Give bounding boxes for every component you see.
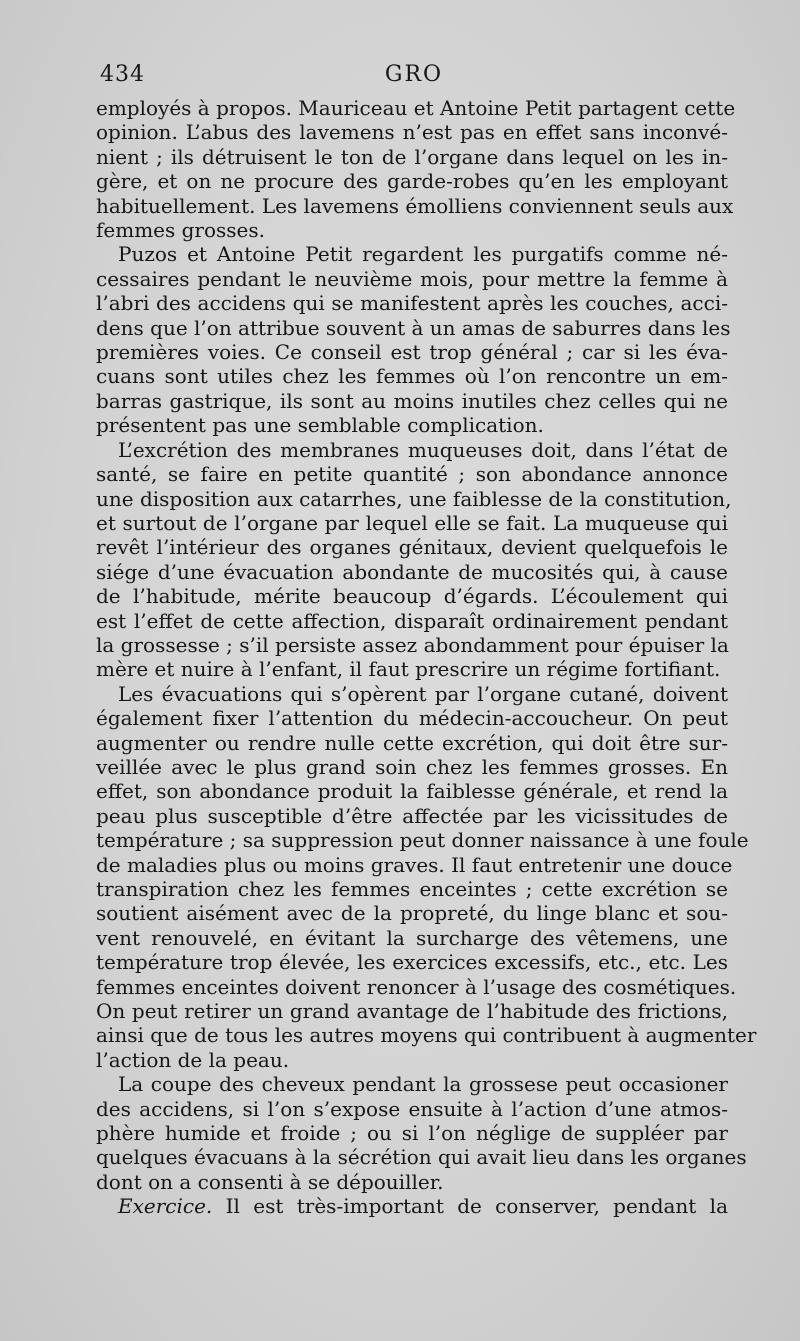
- text-line: dont on a consenti à se dépouiller.: [96, 1169, 444, 1194]
- text-line: l’action de la peau.: [96, 1047, 290, 1072]
- text-line: de maladies plus ou moins graves. Il faut entretenir une douce: [96, 852, 733, 877]
- text-line: une disposition aux catarrhes, une faiblesse de la constitution,: [96, 486, 732, 511]
- text-line: des accidens, si l’on s’expose ensuite à l’action d’une atmos-: [96, 1096, 728, 1121]
- text-line: peau plus susceptible d’être affectée par les vicissitudes de: [96, 803, 728, 828]
- text-line: température trop élevée, les exercices excessifs, etc., etc. Les: [96, 950, 728, 975]
- text-line: ainsi que de tous les autres moyens qui contribuent à augmenter: [96, 1023, 757, 1048]
- paragraph: [96, 96, 736, 243]
- text-line: dens que l’on attribue souvent à un amas de saburres dans les: [96, 315, 731, 340]
- text-line: On peut retirer un grand avantage de l’habitude des frictions,: [96, 999, 728, 1024]
- text-line: et surtout de l’organe par lequel elle se fait. La muqueuse qui: [96, 510, 728, 535]
- text-line: Puzos et Antoine Petit regardent les purgatifs comme né-: [118, 242, 728, 267]
- text-line: vent renouvelé, en évitant la surcharge des vêtemens, une: [96, 925, 728, 950]
- text-line: cuans sont utiles chez les femmes où l’on rencontre un em-: [96, 364, 728, 389]
- text-line: gère, et on ne procure des garde-robes qu’en les employant: [96, 169, 728, 194]
- text-line: cessaires pendant le neuvième mois, pour mettre la femme à: [96, 266, 728, 291]
- paragraph: [96, 242, 731, 438]
- paragraph: [96, 437, 732, 682]
- body-text: [96, 96, 757, 1219]
- page-number: 434: [100, 62, 145, 87]
- text-line: femmes enceintes doivent renoncer à l’usage des cosmétiques.: [96, 974, 737, 999]
- text-line: L’excrétion des membranes muqueuses doit, dans l’état de: [118, 437, 728, 462]
- paragraph: [96, 681, 757, 1073]
- text-line: l’abri des accidens qui se manifestent après les couches, acci-: [96, 291, 728, 316]
- text-line: habituellement. Les lavemens émolliens conviennent seuls aux: [96, 193, 734, 218]
- text-line: nient ; ils détruisent le ton de l’organe dans lequel on les in-: [96, 144, 728, 169]
- page-header: [100, 62, 728, 92]
- text-line: femmes grosses.: [96, 218, 266, 243]
- text-line: revêt l’intérieur des organes génitaux, devient quelquefois le: [96, 535, 728, 560]
- text-line: de l’habitude, mérite beaucoup d’égards. L’écoulement qui: [96, 584, 728, 609]
- text-line: est l’effet de cette affection, disparaît ordinairement pendant: [96, 608, 728, 633]
- text-line: transpiration chez les femmes enceintes ; cette excrétion se: [96, 877, 728, 901]
- text-line: quelques évacuans à la sécrétion qui avait lieu dans les organes: [96, 1145, 747, 1170]
- paragraph: [96, 1072, 747, 1194]
- text-line: mère et nuire à l’enfant, il faut prescrire un régime fortifiant.: [96, 657, 721, 682]
- text-line: également fixer l’attention du médecin-accoucheur. On peut: [96, 706, 728, 731]
- text-line: soutient aisément avec de la propreté, du linge blanc et sou-: [96, 901, 728, 926]
- text-fragment: Il est très-important de conserver, pendant la: [212, 1194, 728, 1219]
- text-line: La coupe des cheveux pendant la grossese peut occasioner: [118, 1072, 728, 1097]
- paragraph: [96, 1194, 728, 1218]
- text-line: augmenter ou rendre nulle cette excrétion, qui doit être sur-: [96, 730, 728, 755]
- text-line: veillée avec le plus grand soin chez les femmes grosses. En: [96, 754, 728, 779]
- text-line: phère humide et froide ; ou si l’on néglige de suppléer par: [96, 1121, 728, 1146]
- text-line: premières voies. Ce conseil est trop général ; car si les éva-: [96, 340, 728, 365]
- text-line: la grossesse ; s’il persiste assez abondamment pour épuiser la: [96, 632, 729, 657]
- text-line: présentent pas une semblable complication.: [96, 413, 544, 438]
- text-line: employés à propos. Mauriceau et Antoine Petit partagent cette: [96, 96, 736, 120]
- text-line: opinion. L’abus des lavemens n’est pas en effet sans inconvé-: [96, 120, 728, 145]
- text-line: effet, son abondance produit la faiblesse générale, et rend la: [96, 779, 728, 804]
- section-lead-exercice: Exercice.: [118, 1194, 213, 1219]
- text-line: Les évacuations qui s’opèrent par l’organe cutané, doivent: [118, 681, 728, 706]
- running-head: GRO: [384, 62, 444, 87]
- text-line: [96, 1194, 728, 1218]
- text-line: siége d’une évacuation abondante de mucosités qui, à cause: [96, 559, 728, 584]
- text-line: température ; sa suppression peut donner naissance à une foule: [96, 828, 749, 853]
- text-line: barras gastrique, ils sont au moins inutiles chez celles qui ne: [96, 388, 728, 413]
- text-line: santé, se faire en petite quantité ; son abondance annonce: [96, 462, 728, 487]
